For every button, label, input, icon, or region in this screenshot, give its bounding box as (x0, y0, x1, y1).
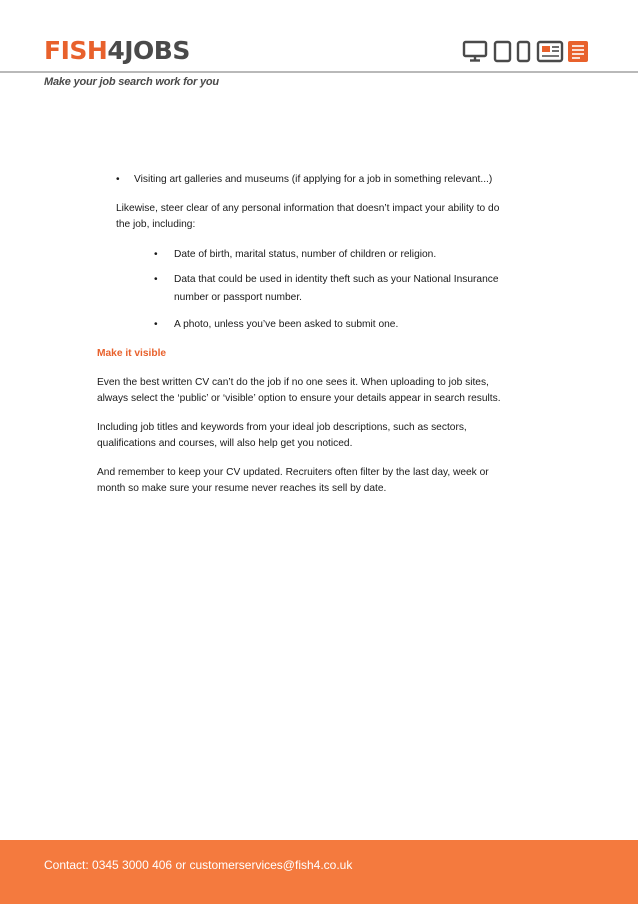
list-item-text: Date of birth, marital status, number of children or religion. (174, 249, 437, 260)
tagline: Make your job search work for you (44, 76, 219, 88)
paragraph-keywords (97, 420, 467, 452)
list-item-line: Data that could be used in identity theft such as your National Insurance (174, 274, 499, 285)
section-heading: Make it visible (97, 348, 167, 359)
paragraph-line: And remember to keep your CV updated. Recruiters often filter by the last day, week or (97, 467, 489, 478)
desktop-icon (464, 42, 486, 61)
paragraph-line: the job, including: (116, 219, 196, 230)
logo-text-4: 4 (107, 36, 125, 65)
footer-contact: Contact: 0345 3000 406 or customerservices@fish4.co.uk (44, 858, 353, 872)
paragraph-line: Even the best written CV can’t do the job if no one sees it. When uploading to job sites, (97, 377, 489, 388)
paragraph-line: always select the ‘public’ or ‘visible’ option to ensure your details appear in search results. (97, 393, 501, 404)
bullet-dot: • (154, 319, 158, 330)
bullet-dot: • (154, 274, 158, 285)
logo-text-jobs: JOBS (124, 36, 190, 65)
paragraph-likewise (116, 201, 499, 233)
phone-icon (518, 42, 529, 61)
bullet-dot: • (116, 174, 120, 185)
device-icons (462, 39, 592, 63)
list-item-text: Visiting art galleries and museums (if applying for a job in something relevant...) (134, 174, 493, 185)
list-item-text (174, 272, 499, 306)
newspaper-icon (538, 42, 562, 61)
list-item-text: A photo, unless you’ve been asked to submit one. (174, 319, 399, 330)
footer-bar (0, 840, 638, 904)
list-item-line: number or passport number. (174, 292, 302, 303)
paragraph-line: qualifications and courses, will also help get you noticed. (97, 438, 353, 449)
tablet-icon (495, 42, 510, 61)
document-icon (568, 41, 588, 62)
paragraph-line: Including job titles and keywords from your ideal job descriptions, such as sectors, (97, 422, 467, 433)
fish4jobs-logo (44, 38, 190, 63)
header-divider (0, 71, 638, 73)
paragraph-updated (97, 465, 489, 497)
paragraph-line: month so make sure your resume never reaches its sell by date. (97, 483, 387, 494)
logo-text-fish: FISH (44, 36, 108, 65)
paragraph-line: Likewise, steer clear of any personal information that doesn’t impact your ability to do (116, 203, 500, 214)
paragraph-visible (97, 375, 501, 407)
bullet-dot: • (154, 249, 158, 260)
